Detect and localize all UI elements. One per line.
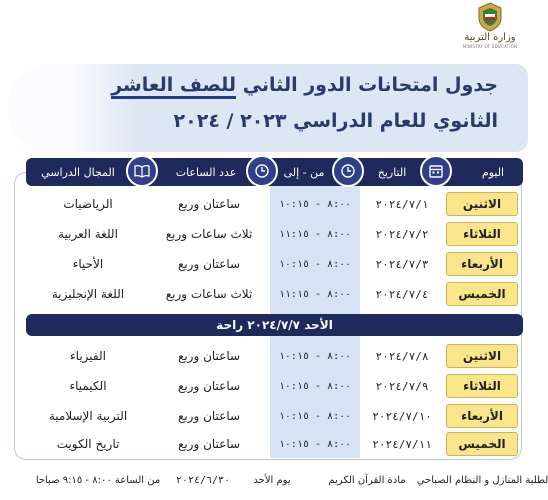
row-subject: تاريخ الكويت xyxy=(56,437,120,451)
row-duration: ساعتان وربع xyxy=(177,437,241,451)
row-date: ٢٠٢٤/٧/٤ xyxy=(375,287,429,301)
table-row xyxy=(0,340,533,370)
row-duration: ساعتان وربع xyxy=(177,349,241,363)
row-date: ٢٠٢٤/٧/٣ xyxy=(375,257,429,271)
title-line-1: جدول امتحانات الدور الثاني للصف العاشر xyxy=(111,74,498,96)
ministry-logo xyxy=(452,2,528,56)
row-time: ٨:٠٠ - ١٠:١٥ xyxy=(278,410,352,422)
row-day: الخميس xyxy=(446,282,518,306)
row-duration: ساعتان وربع xyxy=(177,257,241,271)
row-day: الخميس xyxy=(446,432,518,456)
header-date: التاريخ xyxy=(377,165,407,179)
clock-icon xyxy=(246,155,278,187)
row-time: ٨:٠٠ - ١٠:١٥ xyxy=(278,350,352,362)
row-day: الاثنين xyxy=(446,192,518,216)
row-time: ٨:٠٠ - ١١:١٥ xyxy=(278,228,352,240)
table-row xyxy=(0,248,533,278)
row-subject: اللغة العربية xyxy=(58,227,118,241)
table-row xyxy=(0,400,533,430)
row-day: الاثنين xyxy=(446,344,518,368)
footer-time: من الساعة ٨:٠٠ - ٩:١٥ صباحا xyxy=(35,475,161,486)
table-row xyxy=(0,370,533,400)
table-row xyxy=(0,278,533,308)
title-line-2: الثانوي للعام الدراسي ٢٠٢٣ / ٢٠٢٤ xyxy=(173,110,498,132)
row-subject: الكيمياء xyxy=(69,379,107,393)
logo-name-ar: وزارة التربية xyxy=(464,32,516,43)
clock-icon xyxy=(332,155,364,187)
book-icon xyxy=(126,155,158,187)
header-time: من - إلى xyxy=(283,165,325,179)
row-date: ٢٠٢٤/٧/١ xyxy=(375,197,429,211)
row-subject: الأحياء xyxy=(72,257,104,271)
row-date: ٢٠٢٤/٧/٩ xyxy=(375,379,429,393)
table-row xyxy=(0,218,533,248)
title-band xyxy=(8,64,528,152)
footer-date: ٢٠٢٤/٦/٣٠ xyxy=(175,475,231,486)
row-date: ٢٠٢٤/٧/٨ xyxy=(375,349,429,363)
row-duration: ساعتان وربع xyxy=(177,197,241,211)
row-subject: التربية الإسلامية xyxy=(48,409,128,423)
row-time: ٨:٠٠ - ١٠:١٥ xyxy=(278,198,352,210)
row-duration: ساعتان وربع xyxy=(177,409,241,423)
header-day: اليوم xyxy=(481,165,505,179)
row-duration: ثلاث ساعات وربع xyxy=(165,227,253,241)
logo-name-en: MINISTRY OF EDUCATION xyxy=(462,44,518,49)
footer-day: يوم الأحد xyxy=(253,475,291,486)
footer-quran: مادة القرآن الكريم xyxy=(328,475,406,486)
row-date: ٢٠٢٤/٧/١١ xyxy=(372,437,432,451)
row-date: ٢٠٢٤/٧/٢ xyxy=(375,227,429,241)
row-duration: ثلاث ساعات وربع xyxy=(165,287,253,301)
calendar-icon xyxy=(420,155,452,187)
table-row xyxy=(0,188,533,218)
row-day: الثلاثاء xyxy=(446,222,518,246)
row-time: ٨:٠٠ - ١٠:١٥ xyxy=(278,438,352,450)
row-date: ٢٠٢٤/٧/١٠ xyxy=(372,409,432,423)
emblem-icon xyxy=(477,2,503,32)
rest-day-banner: الأحد ٢٠٢٤/٧/٧ راحة xyxy=(26,314,523,336)
row-time: ٨:٠٠ - ١٠:١٥ xyxy=(278,258,352,270)
row-subject: الرياضيات xyxy=(63,197,113,211)
footer-note: لطلبة المنازل و النظام الصباحي xyxy=(416,475,548,486)
header-duration: عدد الساعات xyxy=(175,165,237,179)
row-day: الثلاثاء xyxy=(446,374,518,398)
row-day: الأربعاء xyxy=(446,404,518,428)
row-subject: اللغة الإنجليزية xyxy=(51,287,125,301)
row-time: ٨:٠٠ - ١٠:١٥ xyxy=(278,380,352,392)
title-highlight: للصف العاشر xyxy=(111,74,236,99)
row-time: ٨:٠٠ - ١١:١٥ xyxy=(278,288,352,300)
row-duration: ساعتان وربع xyxy=(177,379,241,393)
row-subject: الفيزياء xyxy=(70,349,106,363)
table-header xyxy=(26,158,523,186)
row-day: الأربعاء xyxy=(446,252,518,276)
table-row xyxy=(0,428,533,458)
header-subject: المجال الدراسي xyxy=(41,165,115,179)
